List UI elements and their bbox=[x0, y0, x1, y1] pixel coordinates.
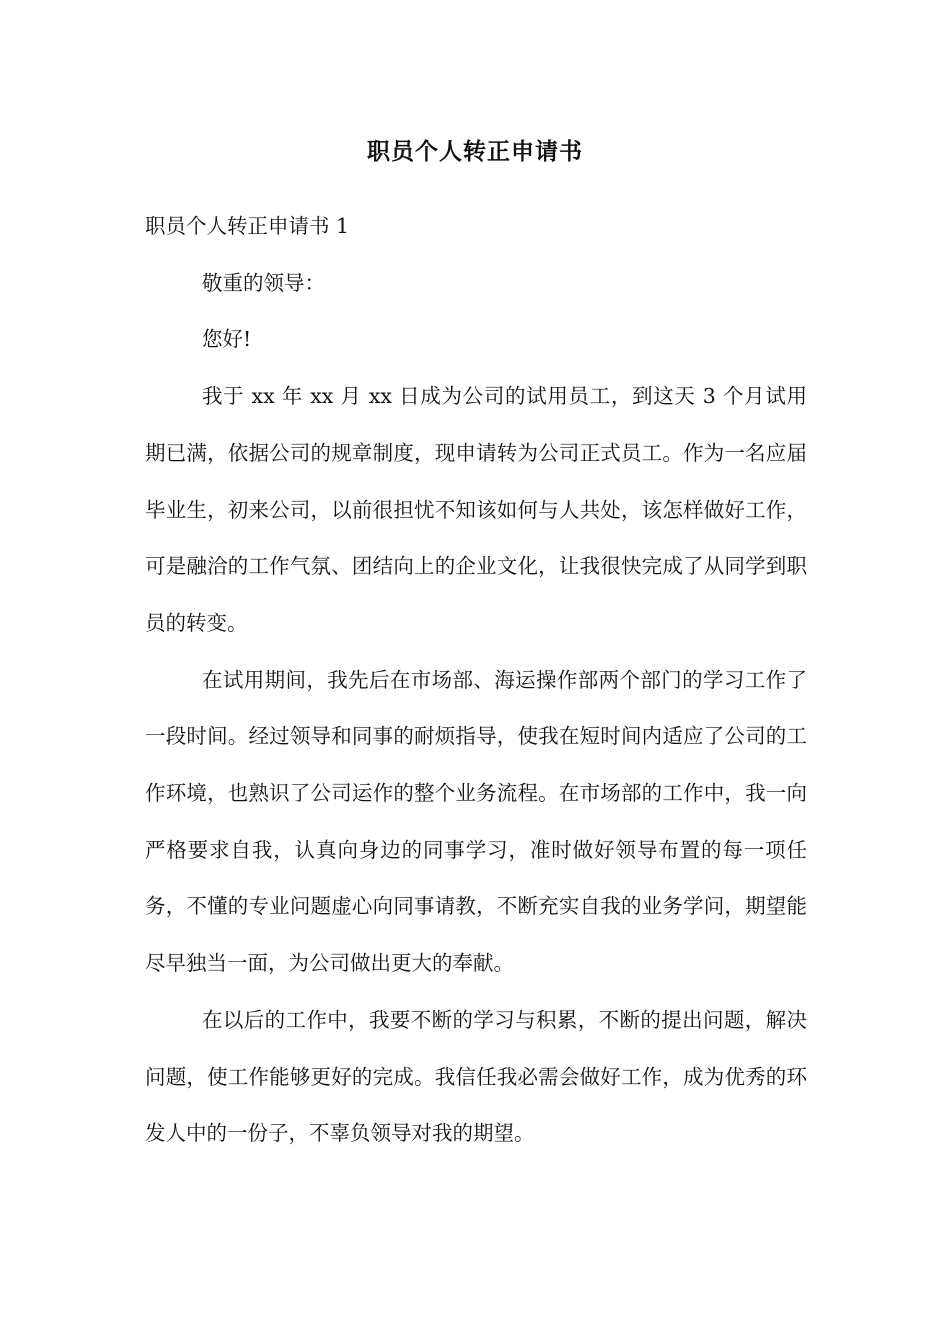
salutation: 敬重的领导： bbox=[202, 270, 325, 295]
greeting: 您好! bbox=[202, 327, 252, 352]
document-title: 职员个人转正申请书 bbox=[367, 138, 583, 165]
paragraph-probation: 在试用期间，我先后在市场部、海运操作部两个部门的学习工作了一段时间。经过领导和同事的耐烦指导，使我在短时间内适应了公司的工作环境，也熟识了公司运作的整个业务流程。在市场部的工作中，我一向严格要求自我，认真向身边的同事学习，准时做好领导布置的每一项任务，不懂的专业问题虚心向同事请教，不断充实自我的业务学问，期望能尽早独当一面，为公司做出更大的奉献。 bbox=[145, 667, 807, 976]
paragraph-future: 在以后的工作中，我要不断的学习与积累，不断的提出问题，解决问题，使工作能够更好的完成。我信任我必需会做好工作，成为优秀的环发人中的一份子，不辜负领导对我的期望。 bbox=[145, 1007, 807, 1146]
document-body bbox=[145, 198, 807, 1162]
paragraph-intro: 我于 xx 年 xx 月 xx 日成为公司的试用员工，到这天 3 个月试用期已满，依据公司的规章制度，现申请转为公司正式员工。作为一名应届毕业生，初来公司，以前很担忧不知该如何与人共处，该怎样做好工作，可是融洽的工作气氛、团结向上的企业文化，让我很快完成了从同学到职员的转变。 bbox=[145, 384, 807, 635]
section-heading: 职员个人转正申请书 1 bbox=[145, 214, 350, 238]
